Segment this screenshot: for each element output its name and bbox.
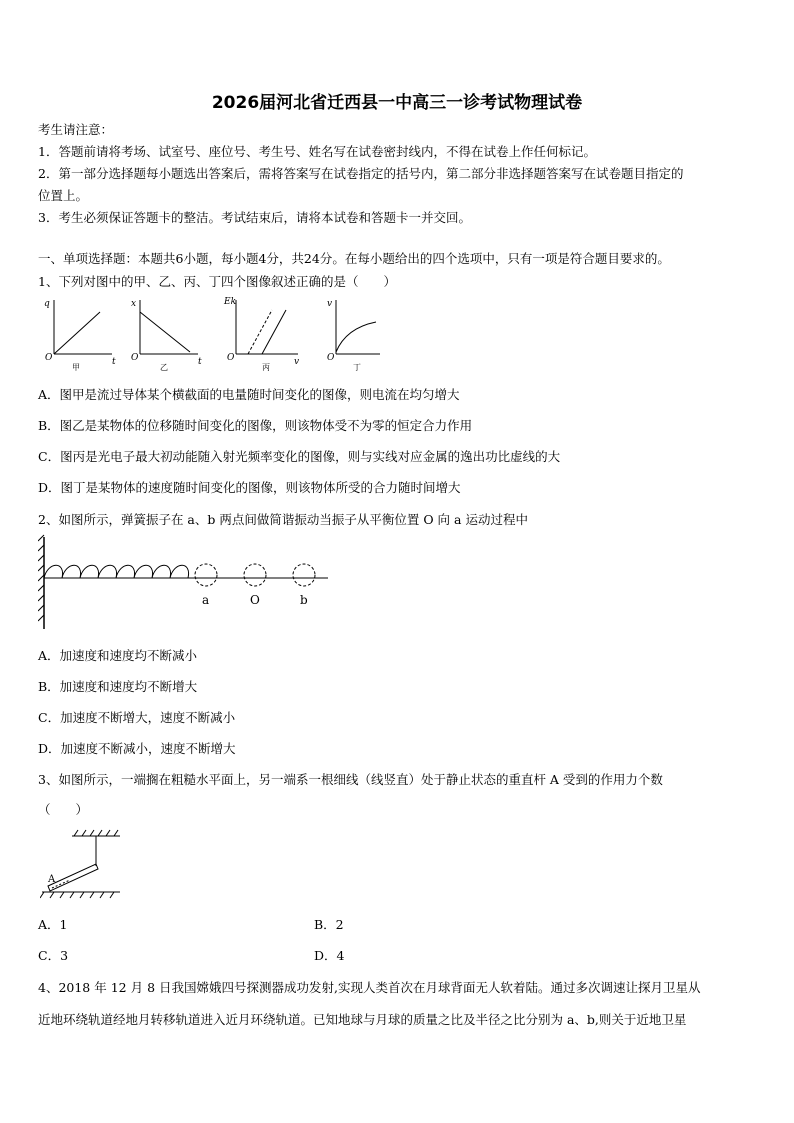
q3-rod-diagram (40, 828, 130, 900)
q1-g2-y: x (131, 299, 137, 309)
q1-graphs (40, 292, 380, 374)
q2-label-o: O (250, 593, 260, 607)
q3-option-a: A．1 (38, 917, 68, 932)
q1-g2-o: O (131, 353, 139, 363)
q1-g1-y: q (44, 299, 50, 309)
page-title: 2026届河北省迁西县一中高三一诊考试物理试卷 (211, 93, 583, 113)
q2-label-b: b (300, 593, 308, 607)
q4-line-1: 4、2018 年 12 月 8 日我国嫦娥四号探测器成功发射,实现人类首次在月球背面无人软着陆。通过多次调速让探月卫星从 (38, 980, 701, 995)
q2-stem: 2、如图所示，弹簧振子在 a、b 两点间做简谐振动当振子从平衡位置 O 向 a 运动过程中 (38, 512, 528, 527)
q1-g4-o: O (327, 353, 335, 363)
q1-g4-y: v (327, 299, 333, 309)
q1-g4-caption: 丁 (353, 363, 361, 372)
q2-option-b: B．加速度和速度均不断增大 (38, 679, 198, 694)
notice-item-2: 2．第一部分选择题每小题选出答案后，需将答案写在试卷指定的括号内，第二部分非选择题答案写在试卷题目指定的 (38, 166, 684, 181)
q1-g1-caption: 甲 (72, 363, 80, 372)
q2-label-a: a (202, 593, 210, 607)
notice-heading: 考生请注意： (38, 122, 114, 137)
q1-g3-caption: 丙 (262, 363, 270, 372)
q3-stem: 3、如图所示，一端搁在粗糙水平面上，另一端系一根细线（线竖直）处于静止状态的重直杆 A 受到的作用力个数 (38, 772, 663, 787)
q3-label-a: A (48, 874, 56, 885)
q1-option-c: C．图丙是光电子最大初动能随入射光频率变化的图像，则与实线对应金属的逸出功比虚线的大 (38, 449, 561, 464)
q2-option-c: C．加速度不断增大，速度不断减小 (38, 710, 236, 725)
q1-g3-o: O (227, 353, 235, 363)
q4-line-2: 近地环绕轨道经地月转移轨道进入近月环绕轨道。已知地球与月球的质量之比及半径之比分别为 a、b,则关于近地卫星 (38, 1012, 687, 1027)
notice-item-1: 1．答题前请将考场、试室号、座位号、考生号、姓名写在试卷密封线内，不得在试卷上作任何标记。 (38, 144, 596, 159)
q2-option-d: D．加速度不断减小，速度不断增大 (38, 741, 236, 756)
notice-item-3: 3．考生必须保证答题卡的整洁。考试结束后，请将本试卷和答题卡一并交回。 (38, 210, 471, 225)
q3-option-d: D．4 (314, 948, 345, 963)
notice-item-2-cont: 位置上。 (38, 188, 89, 203)
section-heading: 一、单项选择题：本题共6小题，每小题4分，共24分。在每小题给出的四个选项中，只有一项是符合题目要求的。 (38, 251, 670, 266)
q1-option-d: D．图丁是某物体的速度随时间变化的图像，则该物体所受的合力随时间增大 (38, 480, 461, 495)
q1-g2-caption: 乙 (160, 363, 168, 372)
q2-spring-diagram (38, 533, 338, 633)
q3-paren: （ ） (38, 802, 89, 817)
q3-option-b: B．2 (314, 917, 344, 932)
q2-option-a: A．加速度和速度均不断减小 (38, 648, 198, 663)
q1-g1-o: O (45, 353, 53, 363)
q1-g3-y: Ek (224, 297, 237, 307)
q1-stem: 1、下列对图中的甲、乙、丙、丁四个图像叙述正确的是（ ） (38, 274, 396, 289)
q1-option-b: B．图乙是某物体的位移随时间变化的图像，则该物体受不为零的恒定合力作用 (38, 418, 473, 433)
q1-g3-x: v (294, 357, 300, 367)
q1-option-a: A．图甲是流过导体某个横截面的电量随时间变化的图像，则电流在均匀增大 (38, 387, 460, 402)
q1-g2-x: t (198, 357, 202, 367)
q3-option-c: C．3 (38, 948, 69, 963)
q1-g1-x: t (112, 357, 116, 367)
